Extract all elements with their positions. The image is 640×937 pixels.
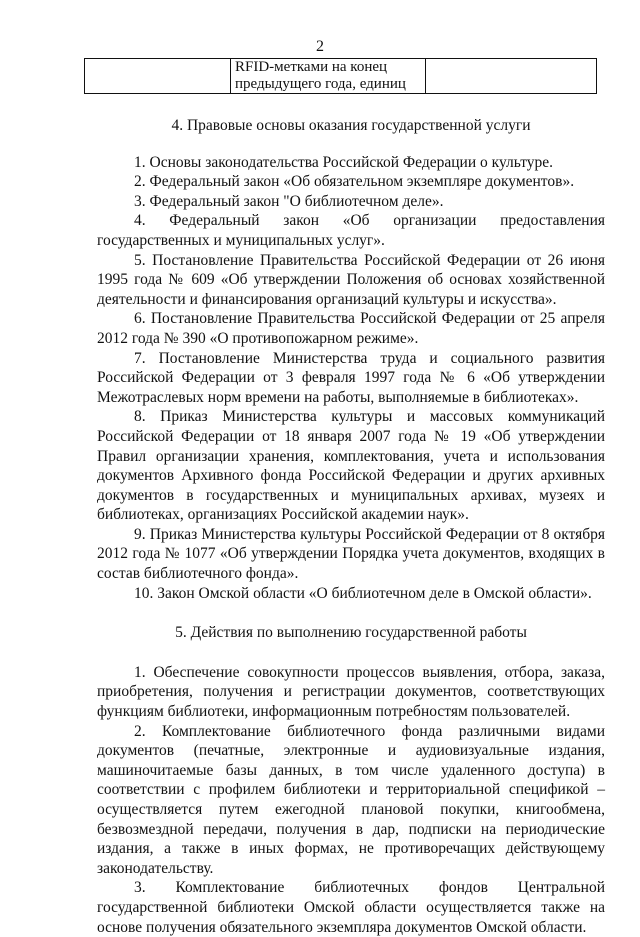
page-number: 2	[316, 38, 324, 55]
section-4-heading: 4. Правовые основы оказания государственной услуги	[171, 117, 531, 134]
legal-basis-item-8: 8. Приказ Министерства культуры и массовых коммуникаций Российской Федерации от 18 января 2007 года № 19 «Об утверждении Правил организации хранения, комплектования, учета и использования документов Архивного фонда Российской Федерации и других архивных документов в государственных и муниципальных архивах, музеях и библиотеках, организациях Российской академии наук».	[97, 408, 605, 524]
document-body	[97, 116, 605, 937]
legal-basis-item-6: 6. Постановление Правительства Российской Федерации от 25 апреля 2012 года № 390 «О противопожарном режиме».	[97, 310, 605, 347]
legal-basis-item-3: 3. Федеральный закон "О библиотечном деле».	[134, 192, 444, 210]
legal-basis-item-9: 9. Приказ Министерства культуры Российской Федерации от 8 октября 2012 года № 1077 «Об утверждении Порядка учета документов, входящих в состав библиотечного фонда».	[97, 525, 605, 583]
legal-basis-item-5: 5. Постановление Правительства Российской Федерации от 26 июня 1995 года № 609 «Об утверждении Положения об основах хозяйственной деятельности и финансирования организаций культуры и искусства».	[97, 251, 605, 308]
table-cell-2: RFID-метками на конец предыдущего года, единиц	[231, 59, 426, 94]
action-item-1: 1. Обеспечение совокупности процессов выявления, отбора, заказа, приобретения, получения и регистрации документов, соответствующих функциям библиотеки, информационным потребностям пользователей.	[97, 663, 605, 721]
action-item-3: 3. Комплектование библиотечных фондов Центральной государственной библиотеки Омской области осуществляется также на основе получения обязательного экземпляра документов Омской области.	[97, 879, 605, 936]
section-5-heading: 5. Действия по выполнению государственной работы	[175, 624, 527, 642]
table-row	[85, 59, 597, 94]
legal-basis-item-2: 2. Федеральный закон «Об обязательном экземпляре документов».	[134, 173, 575, 191]
continuation-table	[84, 58, 597, 94]
legal-basis-item-4: 4. Федеральный закон «Об организации предоставления государственных и муниципальных услуг».	[97, 212, 605, 249]
table-cell-1	[85, 59, 231, 94]
legal-basis-item-7: 7. Постановление Министерства труда и социального развития Российской Федерации от 3 февраля 1997 года № 6 «Об утверждении Межотраслевых норм времени на работы, выполняемые в библиотеках».	[97, 349, 605, 406]
action-item-2: 2. Комплектование библиотечного фонда различными видами документов (печатные, электронные и аудиовизуальные издания, машиночитаемые базы данных, в том числе удаленного доступа) в соответствии с профилем библиотеки и территориальной спецификой – осуществляется путем ежегодной плановой покупки, книгообмена, безвозмездной передачи, получения в дар, подписки на периодические издания, а также в иных формах, не противоречащих действующему законодательству.	[97, 722, 605, 877]
legal-basis-item-10: 10. Закон Омской области «О библиотечном деле в Омской области».	[134, 584, 592, 602]
table-cell-3	[426, 59, 597, 94]
legal-basis-item-1: 1. Основы законодательства Российской Федерации о культуре.	[134, 153, 554, 171]
